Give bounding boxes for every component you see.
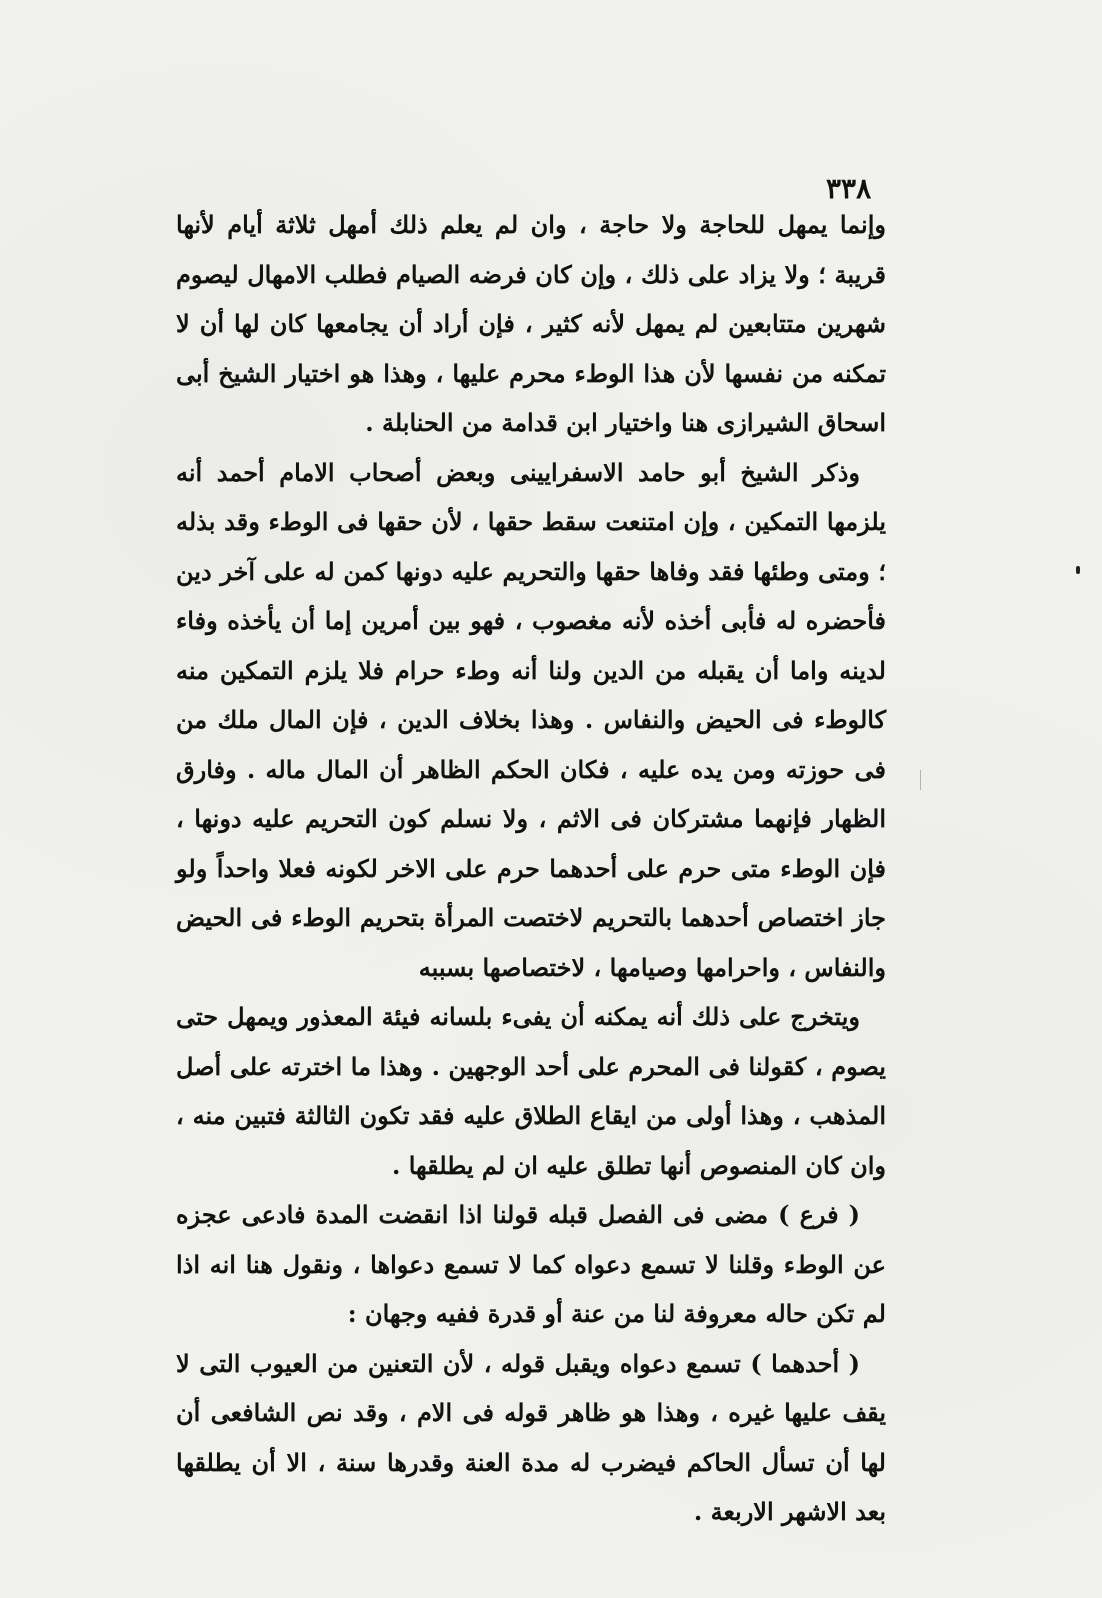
paragraph-4: ( فرع ) مضى فى الفصل قبله قولنا اذا انقضت المدة فادعى عجزه عن الوطء وقلنا لا تسمع دعواه كما لا تسمع دعواها ، ونقول هنا انه اذا لم تكن حاله معروفة لنا من عنة أو قدرة ففيه وجهان : xyxy=(176,1200,886,1328)
page-number: ٣٣٨ xyxy=(826,172,872,205)
paragraph-1: وإنما يمهل للحاجة ولا حاجة ، وان لم يعلم ذلك أمهل ثلاثة أيام لأنها قريبة ؛ ولا يزاد على ذلك ، وإن كان فرضه الصيام فطلب الامهال ليصوم شهرين متتابعين لم يمهل لأنه كثير ، فإن أراد أن يجامعها كان لها أن لا تمكنه من نفسها لأن هذا الوطء محرم عليها ، وهذا هو اختيار الشيخ أبى اسحاق الشيرازى هنا واختيار ابن قدامة من الحنابلة . xyxy=(176,210,887,437)
paragraph-3: ويتخرج على ذلك أنه يمكنه أن يفىء بلسانه فيئة المعذور ويمهل حتى يصوم ، كقولنا فى المحرم على أحد الوجهين . وهذا ما اخترته على أصل المذهب ، وهذا أولى من ايقاع الطلاق عليه فقد تكون الثالثة فتبين منه ، وان كان المنصوص أنها تطلق عليه ان لم يطلقها . xyxy=(176,1002,886,1180)
paragraph-2: وذكر الشيخ أبو حامد الاسفرايينى وبعض أصحاب الامام أحمد أنه يلزمها التمكين ، وإن امتنعت سقط حقها ، لأن حقها فى الوطء وقد بذله ؛ ومتى وطئها فقد وفاها حقها والتحريم عليه دونها كمن له على آخر دين فأحضره له فأبى أخذه لأنه مغصوب ، فهو بين أمرين إما أن يأخذه وفاء لدينه واما أن يقبله من الدين ولنا أنه وطء حرام فلا يلزم التمكين منه كالوطء فى الحيض والنفاس . وهذا بخلاف الدين ، فإن المال ملك من فى حوزته ومن يده عليه ، فكان الحكم الظاهر أن المال ماله . وفارق الظهار فإنهما مشتركان فى الاثم ، ولا نسلم كون التحريم عليه دونها ، فإن الوطء متى حرم على أحدهما حرم على الاخر لكونه فعلا واحداً ولو جاز اختصاص أحدهما بالتحريم لاختصت المرأة بتحريم الوطء فى الحيض والنفاس ، واحرامها وصيامها ، لاختصاصها بسببه xyxy=(176,457,886,982)
margin-ink-mark xyxy=(1076,566,1080,574)
body-text xyxy=(176,200,886,1537)
margin-speck xyxy=(920,770,921,790)
paragraph-5: ( أحدهما ) تسمع دعواه ويقبل قوله ، لأن التعنين من العيوب التى لا يقف عليها غيره ، وهذا هو ظاهر قوله فى الام ، وقد نص الشافعى أن لها أن تسأل الحاكم فيضرب له مدة العنة وقدرها سنة ، الا أن يطلقها بعد الاشهر الاربعة . xyxy=(176,1348,886,1526)
